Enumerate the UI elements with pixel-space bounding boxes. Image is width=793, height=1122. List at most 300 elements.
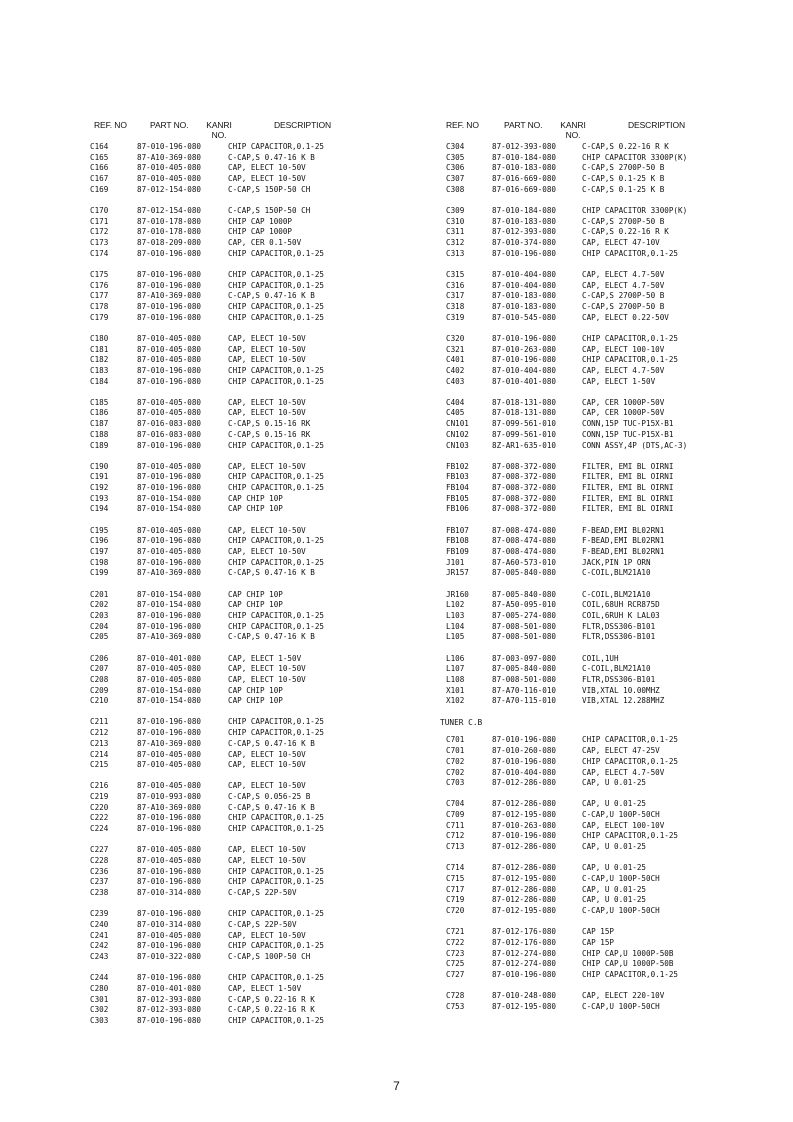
description-cell: F-BEAD,EMI BL02RN1: [582, 536, 665, 546]
description-cell: COIL,6RUH K LAL03: [582, 610, 660, 620]
part-no-cell: 87-010-401-080: [137, 983, 202, 993]
table-row: [90, 728, 420, 739]
part-no-cell: 87-012-176-080: [492, 927, 557, 937]
table-row: [90, 696, 420, 707]
description-cell: CAP, ELECT 10-50V: [228, 408, 306, 418]
part-no-cell: 87-010-196-080: [492, 248, 557, 258]
part-no-cell: 87-A10-369-080: [137, 152, 202, 162]
table-row: [90, 739, 420, 750]
part-no-cell: 87-012-286-080: [492, 799, 557, 809]
ref-no-cell: C178: [90, 301, 109, 311]
ref-no-cell: C197: [90, 547, 109, 556]
table-row: [440, 874, 740, 885]
table-row: [90, 995, 420, 1006]
part-no-cell: 87-008-372-080: [492, 461, 557, 471]
description-cell: CHIP CAPACITOR,0.1-25: [582, 970, 679, 979]
table-row: [440, 504, 740, 515]
ref-no-cell: C303: [90, 1015, 109, 1025]
header-part-no: PART NO.: [150, 120, 189, 130]
table-row: [440, 270, 740, 281]
table-row: [90, 462, 420, 473]
table-row: [90, 632, 420, 643]
table-row: [90, 845, 420, 856]
description-cell: CAP, ELECT 10-50V: [228, 781, 306, 791]
part-no-cell: 87-010-196-080: [137, 813, 202, 823]
table-row: [90, 941, 420, 952]
description-cell: CHIP CAPACITOR,0.1-25: [228, 1015, 325, 1025]
table-row: [440, 664, 740, 675]
table-row: [90, 142, 420, 153]
part-no-cell: 87-010-405-080: [137, 664, 202, 674]
table-row: [90, 430, 420, 441]
part-no-cell: 87-010-184-080: [492, 205, 557, 215]
table-row: [440, 938, 740, 949]
part-no-cell: 87-A10-369-080: [137, 802, 202, 812]
part-no-cell: 87-012-274-080: [492, 948, 557, 958]
description-cell: COIL,1UH: [582, 653, 619, 663]
ref-no-cell: C403: [446, 376, 465, 386]
description-cell: CHIP CAPACITOR,0.1-25: [228, 973, 325, 983]
ref-no-cell: CN101: [446, 419, 469, 429]
description-cell: C-CAP,S 2700P-50 B: [582, 301, 665, 311]
table-row: [90, 931, 420, 942]
header-kanri-line2: NO.: [565, 130, 581, 140]
description-cell: FLTR,DSS306-B101: [582, 674, 656, 684]
ref-no-cell: C171: [90, 216, 109, 226]
parts-group: [440, 334, 740, 387]
table-row: [440, 377, 740, 388]
table-row: [90, 227, 420, 238]
ref-no-cell: C237: [90, 877, 109, 887]
ref-no-cell: C182: [90, 355, 109, 365]
ref-no-cell: C203: [90, 610, 109, 620]
table-row: [440, 746, 740, 757]
part-no-cell: 87-010-196-080: [492, 756, 557, 766]
ref-no-cell: C311: [446, 227, 465, 237]
description-cell: C-CAP,S 2700P-50 B: [582, 216, 665, 226]
table-row: [90, 291, 420, 302]
description-cell: CAP, ELECT 10-50V: [228, 856, 306, 865]
table-row: [440, 611, 740, 622]
part-no-cell: 87-010-405-080: [137, 547, 202, 556]
ref-no-cell: C238: [90, 888, 109, 898]
table-row: [440, 632, 740, 643]
description-cell: CAP, ELECT 10-50V: [228, 664, 306, 674]
ref-no-cell: C220: [90, 802, 109, 812]
ref-no-cell: C703: [446, 778, 465, 788]
parts-group: [440, 590, 740, 643]
description-cell: C-CAP,S 0.056-25 B: [228, 792, 311, 802]
description-cell: C-CAP,S 22P-50V: [228, 919, 297, 929]
table-row: [440, 600, 740, 611]
part-no-cell: 87-010-196-080: [137, 717, 202, 727]
ref-no-cell: C727: [446, 970, 465, 979]
description-cell: C-CAP,U 100P-50CH: [582, 810, 660, 820]
description-cell: CHIP CAPACITOR,0.1-25: [582, 756, 679, 766]
ref-no-cell: C174: [90, 248, 109, 258]
table-row: [440, 142, 740, 153]
part-no-cell: 87-010-196-080: [137, 1015, 202, 1025]
description-cell: C-CAP,S 0.1-25 K B: [582, 184, 665, 194]
part-no-cell: 87-012-274-080: [492, 959, 557, 969]
right-parts-table-main: [440, 142, 740, 707]
ref-no-cell: C308: [446, 184, 465, 194]
description-cell: C-CAP,S 0.22-16 R K: [228, 994, 315, 1004]
part-no-cell: 87-010-322-080: [137, 952, 202, 961]
description-cell: CAP, ELECT 47-10V: [582, 238, 660, 247]
page-number: 7: [393, 1079, 400, 1093]
table-row: [440, 675, 740, 686]
ref-no-cell: CN102: [446, 429, 469, 439]
ref-no-cell: C193: [90, 493, 109, 503]
ref-no-cell: FB108: [446, 536, 469, 546]
table-row: [90, 824, 420, 835]
ref-no-cell: FB109: [446, 547, 469, 556]
description-cell: CHIP CAPACITOR,0.1-25: [228, 536, 325, 546]
part-no-cell: 87-010-405-080: [137, 461, 202, 471]
table-row: [440, 238, 740, 249]
ref-no-cell: C205: [90, 632, 109, 642]
ref-no-cell: C316: [446, 280, 465, 290]
ref-no-cell: C241: [90, 930, 109, 940]
ref-no-cell: C242: [90, 941, 109, 951]
description-cell: CAP, ELECT 47-25V: [582, 746, 660, 756]
table-row: [440, 757, 740, 768]
table-row: [440, 398, 740, 409]
ref-no-cell: C704: [446, 799, 465, 809]
part-no-cell: 87-010-314-080: [137, 919, 202, 929]
ref-no-cell: C717: [446, 884, 465, 894]
header-kanri-line2: NO.: [211, 130, 227, 140]
table-row: [440, 536, 740, 547]
description-cell: CHIP CAPACITOR,0.1-25: [582, 355, 679, 365]
ref-no-cell: C219: [90, 792, 109, 802]
part-no-cell: 87-010-196-080: [137, 610, 202, 620]
description-cell: FILTER, EMI BL OIRNI: [582, 483, 674, 493]
parts-group: [90, 781, 420, 834]
part-no-cell: 87-A50-095-010: [492, 600, 557, 610]
ref-no-cell: C177: [90, 291, 109, 301]
part-no-cell: 87-010-196-080: [137, 269, 202, 279]
description-cell: CAP, U 0.01-25: [582, 863, 647, 873]
part-no-cell: 87-010-405-080: [137, 781, 202, 791]
table-row: [440, 355, 740, 366]
part-no-cell: 87-016-083-080: [137, 419, 202, 429]
part-no-cell: 87-010-248-080: [492, 991, 557, 1001]
table-row: [440, 810, 740, 821]
table-row: [440, 419, 740, 430]
description-cell: CAP, ELECT 10-50V: [228, 749, 306, 759]
description-cell: CAP, ELECT 4.7-50V: [582, 365, 665, 375]
table-row: [440, 895, 740, 906]
ref-no-cell: C720: [446, 906, 465, 916]
part-no-cell: 87-012-286-080: [492, 842, 557, 852]
description-cell: CAP 15P: [582, 937, 615, 947]
part-no-cell: 87-010-405-080: [137, 674, 202, 684]
table-row: [90, 856, 420, 867]
description-cell: CHIP CAPACITOR,0.1-25: [228, 280, 325, 290]
table-row: [90, 217, 420, 228]
ref-no-cell: C170: [90, 205, 109, 215]
table-row: [440, 281, 740, 292]
table-row: [90, 174, 420, 185]
description-cell: CAP, ELECT 10-50V: [228, 397, 306, 407]
ref-no-cell: C701: [446, 735, 465, 745]
description-cell: CHIP CAPACITOR,0.1-25: [228, 365, 325, 375]
part-no-cell: 87-010-196-080: [137, 472, 202, 482]
part-no-cell: 87-012-286-080: [492, 884, 557, 894]
part-no-cell: 87-005-840-080: [492, 589, 557, 599]
part-no-cell: 87-012-393-080: [492, 227, 557, 237]
table-row: [440, 622, 740, 633]
table-row: [440, 906, 740, 917]
table-row: [90, 206, 420, 217]
ref-no-cell: L108: [446, 674, 465, 684]
table-row: [90, 472, 420, 483]
ref-no-cell: C207: [90, 664, 109, 674]
header-ref-no: REF. NO: [446, 120, 479, 130]
ref-no-cell: C315: [446, 269, 465, 279]
table-row: [440, 302, 740, 313]
table-row: [440, 494, 740, 505]
part-no-cell: 87-012-393-080: [137, 994, 202, 1004]
table-row: [90, 238, 420, 249]
ref-no-cell: C215: [90, 760, 109, 770]
description-cell: CAP, ELECT 1-50V: [228, 983, 302, 993]
description-cell: C-CAP,S 0.22-16 R K: [228, 1005, 315, 1015]
part-no-cell: 87-016-669-080: [492, 174, 557, 184]
part-no-cell: 87-010-154-080: [137, 685, 202, 695]
part-no-cell: 87-018-131-080: [492, 397, 557, 407]
part-no-cell: 87-099-561-010: [492, 419, 557, 429]
table-row: [440, 227, 740, 238]
ref-no-cell: C164: [90, 142, 109, 151]
table-row: [90, 920, 420, 931]
part-no-cell: 87-010-405-080: [137, 163, 202, 173]
right-column-header: [440, 120, 740, 142]
table-row: [90, 355, 420, 366]
ref-no-cell: FB105: [446, 493, 469, 503]
part-no-cell: 87-010-196-080: [137, 824, 202, 834]
description-cell: CAP, ELECT 10-50V: [228, 461, 306, 471]
table-row: [440, 291, 740, 302]
ref-no-cell: C236: [90, 866, 109, 876]
part-no-cell: 87-010-196-080: [137, 877, 202, 887]
parts-group: [440, 927, 740, 980]
parts-group: [90, 717, 420, 770]
ref-no-cell: C209: [90, 685, 109, 695]
part-no-cell: 87-012-286-080: [492, 863, 557, 873]
table-row: [90, 345, 420, 356]
part-no-cell: 87-010-405-080: [137, 525, 202, 535]
part-no-cell: 87-008-372-080: [492, 493, 557, 503]
description-cell: CHIP CAPACITOR 3300P(K): [582, 152, 688, 162]
description-cell: C-CAP,U 100P-50CH: [582, 1001, 660, 1011]
description-cell: CHIP CAPACITOR,0.1-25: [228, 813, 325, 823]
ref-no-cell: C321: [446, 344, 465, 354]
description-cell: VIB,XTAL 10.00MHZ: [582, 685, 660, 695]
header-kanri-no: [206, 120, 232, 140]
part-no-cell: 8Z-AR1-635-010: [492, 440, 557, 450]
parts-group: [440, 654, 740, 707]
table-row: [90, 867, 420, 878]
ref-no-cell: C194: [90, 504, 109, 514]
ref-no-cell: C224: [90, 824, 109, 834]
parts-group: [440, 270, 740, 323]
part-no-cell: 87-010-196-080: [137, 440, 202, 450]
table-row: [90, 270, 420, 281]
description-cell: FLTR,DSS306-B101: [582, 632, 656, 642]
ref-no-cell: C240: [90, 919, 109, 929]
part-no-cell: 87-010-196-080: [137, 376, 202, 386]
ref-no-cell: C723: [446, 948, 465, 958]
ref-no-cell: C301: [90, 994, 109, 1004]
part-no-cell: 87-018-131-080: [492, 408, 557, 418]
ref-no-cell: C186: [90, 408, 109, 418]
ref-no-cell: C714: [446, 863, 465, 873]
header-ref-no: REF. NO: [94, 120, 127, 130]
part-no-cell: 87-010-154-080: [137, 600, 202, 610]
part-no-cell: 87-010-196-080: [137, 365, 202, 375]
part-no-cell: 87-010-404-080: [492, 365, 557, 375]
part-no-cell: 87-010-196-080: [492, 355, 557, 365]
table-row: [440, 686, 740, 697]
parts-group: [90, 462, 420, 515]
table-row: [440, 735, 740, 746]
part-no-cell: 87-010-196-080: [492, 735, 557, 745]
part-no-cell: 87-010-183-080: [492, 301, 557, 311]
table-row: [440, 842, 740, 853]
description-cell: CHIP CAPACITOR 3300P(K): [582, 205, 688, 215]
description-cell: JACK,PIN 1P ORN: [582, 557, 651, 567]
ref-no-cell: C709: [446, 810, 465, 820]
parts-group: [90, 334, 420, 387]
parts-group: [90, 526, 420, 579]
ref-no-cell: C222: [90, 813, 109, 823]
section-title-tuner: TUNER C.B: [440, 718, 483, 728]
ref-no-cell: C199: [90, 568, 109, 578]
table-row: [440, 430, 740, 441]
description-cell: FILTER, EMI BL OIRNI: [582, 472, 674, 482]
ref-no-cell: C167: [90, 174, 109, 184]
table-row: [440, 472, 740, 483]
table-row: [440, 696, 740, 707]
table-row: [90, 717, 420, 728]
part-no-cell: 87-012-393-080: [137, 1005, 202, 1015]
table-row: [440, 949, 740, 960]
description-cell: CAP 15P: [582, 927, 615, 937]
description-cell: C-CAP,U 100P-50CH: [582, 906, 660, 916]
description-cell: CHIP CAPACITOR,0.1-25: [228, 376, 325, 386]
ref-no-cell: C204: [90, 621, 109, 631]
table-row: [90, 781, 420, 792]
description-cell: CHIP CAPACITOR,0.1-25: [228, 483, 325, 493]
table-row: [90, 611, 420, 622]
part-no-cell: 87-010-374-080: [492, 238, 557, 247]
description-cell: CAP, ELECT 1-50V: [228, 653, 302, 663]
ref-no-cell: C702: [446, 756, 465, 766]
description-cell: FILTER, EMI BL OIRNI: [582, 461, 674, 471]
ref-no-cell: CN103: [446, 440, 469, 450]
part-no-cell: 87-008-474-080: [492, 536, 557, 546]
part-no-cell: 87-012-176-080: [492, 937, 557, 947]
table-row: [440, 345, 740, 356]
description-cell: VIB,XTAL 12.288MHZ: [582, 696, 665, 706]
table-row: [90, 249, 420, 260]
part-no-cell: 87-008-501-080: [492, 674, 557, 684]
ref-no-cell: C195: [90, 525, 109, 535]
description-cell: CHIP CAPACITOR,0.1-25: [228, 728, 325, 738]
ref-no-cell: C715: [446, 874, 465, 883]
description-cell: C-CAP,S 2700P-50 B: [582, 291, 665, 301]
table-row: [90, 675, 420, 686]
part-no-cell: 87-010-196-080: [137, 248, 202, 258]
ref-no-cell: C214: [90, 749, 109, 759]
description-cell: CAP, ELECT 10-50V: [228, 344, 306, 354]
part-no-cell: 87-008-372-080: [492, 504, 557, 514]
part-no-cell: 87-010-196-080: [137, 728, 202, 738]
part-no-cell: 87-012-195-080: [492, 874, 557, 883]
part-no-cell: 87-010-183-080: [492, 216, 557, 226]
part-no-cell: 87-010-154-080: [137, 589, 202, 599]
part-no-cell: 87-010-154-080: [137, 696, 202, 706]
description-cell: CHIP CAP,U 1000P-50B: [582, 959, 674, 969]
part-no-cell: 87-A70-115-010: [492, 696, 557, 706]
table-row: [440, 927, 740, 938]
table-row: [90, 494, 420, 505]
part-no-cell: 87-010-196-080: [137, 280, 202, 290]
ref-no-cell: C165: [90, 152, 109, 162]
header-kanri-no: [560, 120, 586, 140]
description-cell: CHIP CAPACITOR,0.1-25: [228, 717, 325, 727]
description-cell: CHIP CAPACITOR,0.1-25: [228, 269, 325, 279]
ref-no-cell: L105: [446, 632, 465, 642]
ref-no-cell: C175: [90, 269, 109, 279]
ref-no-cell: C211: [90, 717, 109, 727]
description-cell: C-COIL,BLM21A10: [582, 568, 651, 578]
part-no-cell: 87-010-196-080: [137, 866, 202, 876]
description-cell: CHIP CAPACITOR,0.1-25: [228, 312, 325, 322]
parts-group: [90, 654, 420, 707]
description-cell: CAP, ELECT 10-50V: [228, 760, 306, 770]
table-row: [90, 813, 420, 824]
table-row: [440, 863, 740, 874]
ref-no-cell: L104: [446, 621, 465, 631]
description-cell: C-CAP,S 0.47-16 K B: [228, 152, 315, 162]
part-no-cell: 87-018-209-080: [137, 238, 202, 247]
table-row: [440, 163, 740, 174]
description-cell: CHIP CAP 1000P: [228, 227, 293, 237]
part-no-cell: 87-010-178-080: [137, 227, 202, 237]
table-row: [90, 185, 420, 196]
part-no-cell: 87-012-154-080: [137, 205, 202, 215]
parts-group: [90, 398, 420, 451]
table-row: [440, 153, 740, 164]
description-cell: CAP, ELECT 10-50V: [228, 845, 306, 855]
table-row: [90, 664, 420, 675]
description-cell: CHIP CAPACITOR,0.1-25: [228, 301, 325, 311]
part-no-cell: 87-010-404-080: [492, 767, 557, 777]
parts-group: [90, 845, 420, 898]
part-no-cell: 87-A10-369-080: [137, 632, 202, 642]
ref-no-cell: C213: [90, 738, 109, 748]
description-cell: CAP, ELECT 4.7-50V: [582, 269, 665, 279]
parts-group: [90, 142, 420, 195]
table-row: [90, 398, 420, 409]
table-row: [90, 419, 420, 430]
ref-no-cell: C312: [446, 238, 465, 247]
part-no-cell: 87-008-501-080: [492, 621, 557, 631]
